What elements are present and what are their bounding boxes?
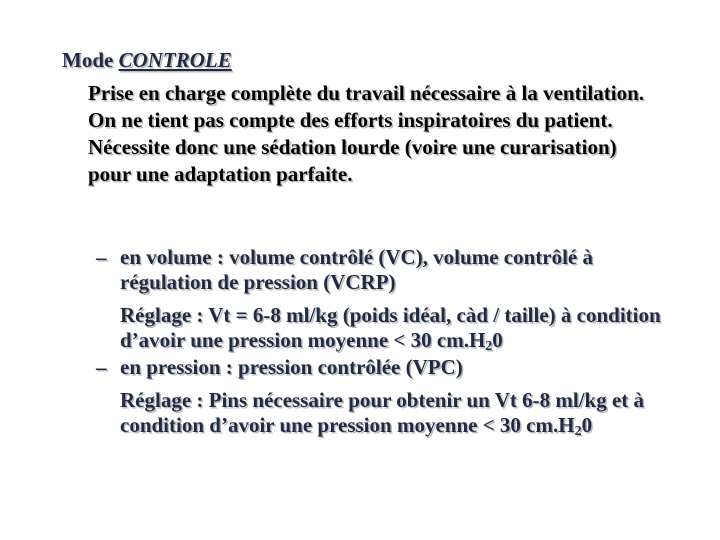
item-head-pression: en pression : pression contrôlée (VPC) (120, 355, 463, 379)
item-detail-volume (120, 303, 676, 353)
item-head-volume: en volume : volume contrôlé (VC), volume contrôlé à régulation de pression (VCRP) (120, 245, 593, 294)
list-item-pression (96, 355, 676, 438)
detail-subscript: 2 (485, 339, 493, 354)
detail-end: 0 (581, 413, 593, 437)
list-item-volume (96, 245, 676, 353)
heading-prefix: Mode (62, 48, 119, 72)
dash-bullet: – (96, 245, 107, 269)
detail-text: Réglage : Vt = 6-8 ml/kg (poids idéal, càd / taille) à condition d’avoir une pression moyenne < 30 cm.H (120, 303, 661, 352)
intro-paragraph: Prise en charge complète du travail nécessaire à la ventilation. On ne tient pas compte des efforts inspiratoires du patient. Nécessite donc une sédation lourde (voire une curarisation) pour une adaptation parfaite. (88, 81, 645, 186)
mode-heading (62, 47, 232, 73)
item-detail-pression (120, 388, 676, 438)
heading-term: CONTROLE (118, 48, 232, 72)
mode-list (96, 245, 676, 438)
detail-subscript: 2 (574, 424, 582, 439)
detail-end: 0 (492, 328, 503, 352)
dash-bullet: – (96, 355, 107, 379)
detail-text: Réglage : Pins nécessaire pour obtenir un Vt 6-8 ml/kg et à condition d’avoir une pression moyenne < 30 cm.H (120, 388, 645, 437)
